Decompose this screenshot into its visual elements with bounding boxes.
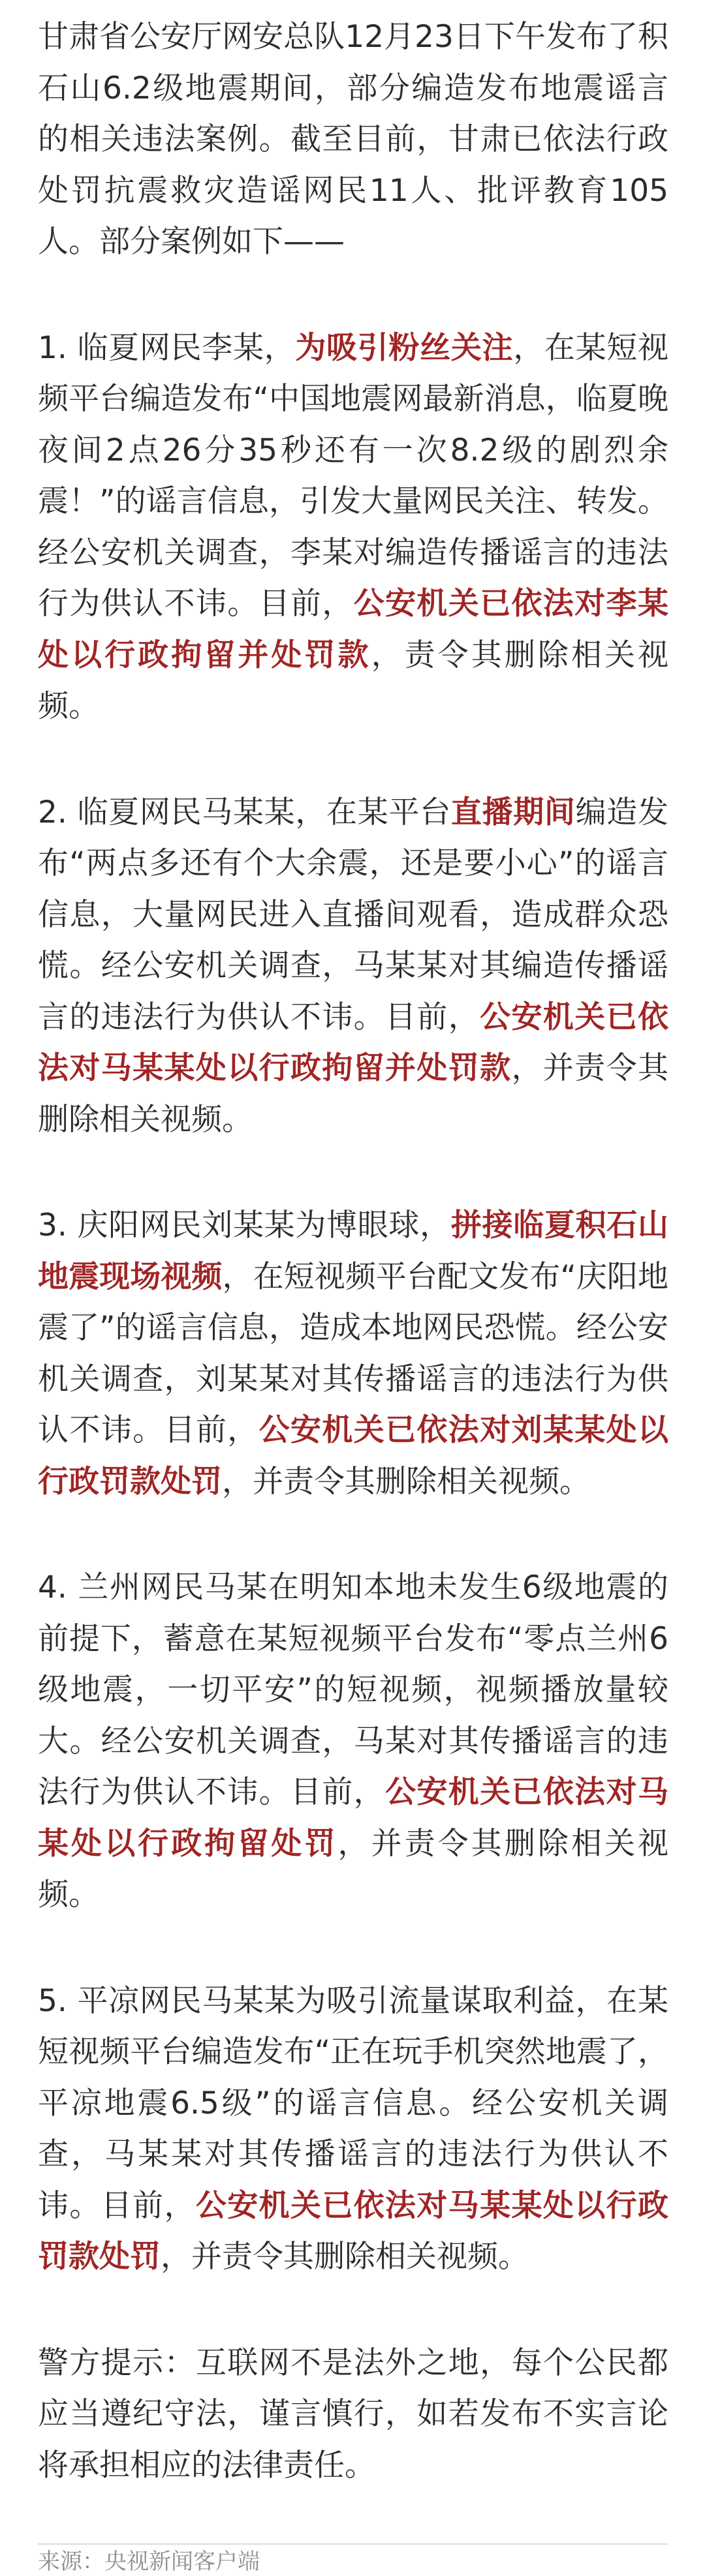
case-text: ，并责令其删除相关视频。	[38, 1825, 668, 1913]
warning-text: 警方提示：互联网不是法外之地，每个公民都应当遵纪守法，谨言慎行，如若发布不实言论将承担相应的法律责任。	[38, 2344, 668, 2483]
case-highlight: 拼接临夏积石山地震现场视频	[38, 1207, 668, 1295]
case-text: ，并责令其删除相关视频。	[222, 1463, 590, 1500]
case-text: ，责令其删除相关视频。	[38, 637, 669, 724]
case-paragraph-5	[38, 1976, 668, 2283]
case-text: ，在某短视频平台编造发布“中国地震网最新消息，临夏晚夜间2点26分35秒还有一次8.2级的剧烈余震！”的谣言信息，引发大量网民关注、转发。经公安机关调查，李某对编造传播谣言的违法行为供认不讳。目前，	[38, 329, 668, 622]
case-paragraph-2	[38, 787, 668, 1146]
case-highlight: 直播期间	[450, 794, 576, 830]
case-paragraph-3	[38, 1200, 668, 1508]
case-paragraph-1	[38, 323, 668, 733]
intro-paragraph	[38, 12, 668, 268]
source-line: 来源：央视新闻客户端	[38, 2549, 260, 2575]
divider	[38, 2543, 668, 2545]
case-highlight: 公安机关已依法对李某处以行政拘留并处罚款	[38, 586, 669, 673]
intro-text: 甘肃省公安厅网安总队12月23日下午发布了积石山6.2级地震期间，部分编造发布地震谣言的相关违法案例。截至目前，甘肃已依法行政处罚抗震救灾造谣网民11人、批评教育105人。部分案例如下——	[38, 19, 668, 260]
case-text: 3. 庆阳网民刘某某为博眼球，	[38, 1207, 451, 1243]
case-text: ，并责令其删除相关视频。	[161, 2239, 529, 2275]
warning-paragraph	[38, 2338, 668, 2492]
case-text: 2. 临夏网民马某某，在某平台	[38, 794, 451, 830]
case-highlight: 公安机关已依法对马某某处以行政拘留并处罚款	[38, 999, 669, 1086]
case-text: 4. 兰州网民马某在明知本地未发生6级地震的前提下，蓄意在某短视频平台发布“零点兰州6级地震，一切平安”的短视频，视频播放量较大。经公安机关调查，马某对其传播谣言的违法行为供认不讳。目前，	[38, 1569, 668, 1810]
case-text: 5. 平凉网民马某某为吸引流量谋取利益，在某短视频平台编造发布“正在玩手机突然地震了，平凉地震6.5级”的谣言信息。经公安机关调查，马某某对其传播谣言的违法行为供认不讳。目前，	[38, 1982, 668, 2224]
case-text: 1. 临夏网民李某，	[38, 329, 296, 366]
case-highlight: 公安机关已依法对马某某处以行政罚款处罚	[38, 2187, 669, 2275]
case-text: ，并责令其删除相关视频。	[38, 1050, 669, 1138]
case-highlight: 公安机关已依法对马某处以行政拘留处罚	[38, 1774, 669, 1862]
case-paragraph-4	[38, 1562, 668, 1921]
case-text: ，在短视频平台配文发布“庆阳地震了”的谣言信息，造成本地网民恐慌。经公安机关调查，刘某某对其传播谣言的违法行为供认不讳。目前，	[38, 1258, 668, 1448]
case-highlight: 公安机关已依法对刘某某处以行政罚款处罚	[38, 1412, 669, 1500]
case-text: 编造发布“两点多还有个大余震，还是要小心”的谣言信息，大量网民进入直播间观看，造成群众恐慌。经公安机关调查，马某某对其编造传播谣言的违法行为供认不讳。目前，	[38, 794, 668, 1035]
case-highlight: 为吸引粉丝关注	[295, 329, 514, 366]
